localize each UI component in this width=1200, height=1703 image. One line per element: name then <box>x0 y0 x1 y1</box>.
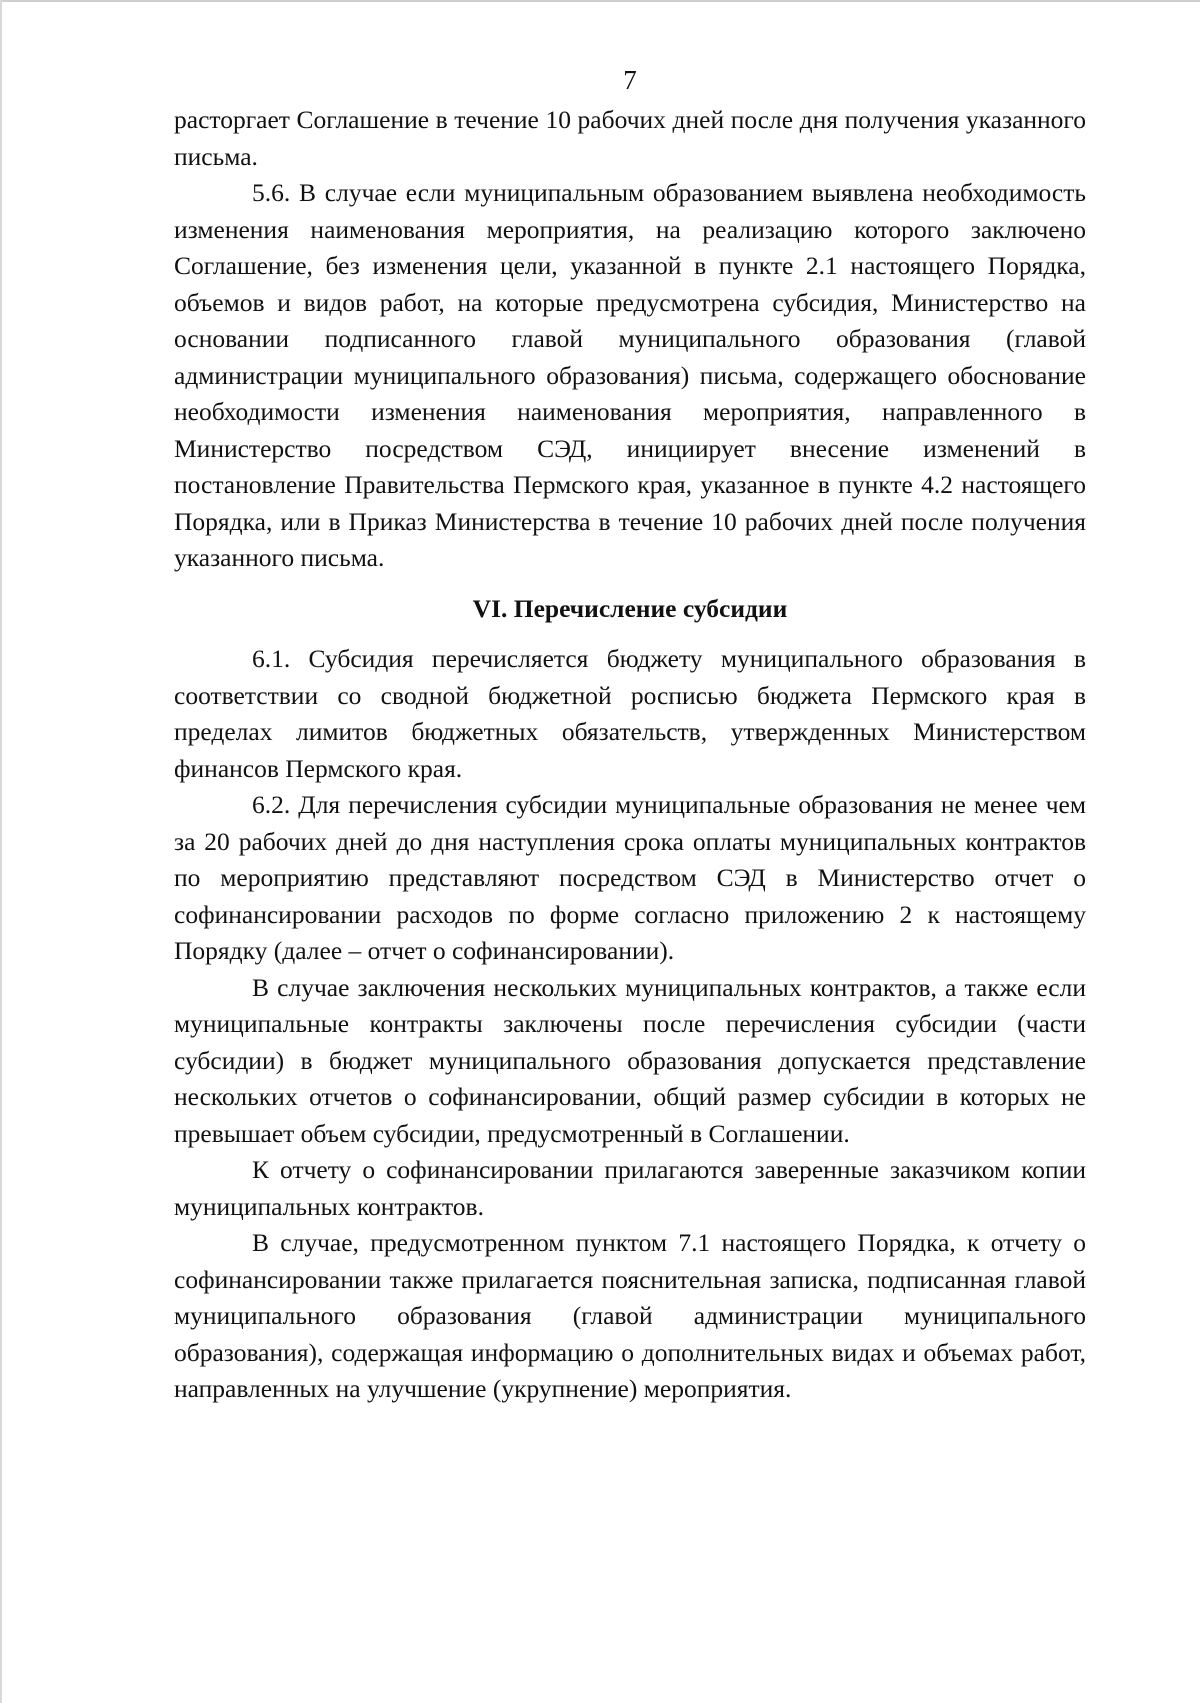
scan-edge-left <box>0 0 2 1703</box>
scan-edge-top <box>0 0 1200 2</box>
paragraph-termination: расторгает Соглашение в течение 10 рабочих дней после дня получения указанного письма. <box>174 105 1086 171</box>
document-page <box>174 60 1086 1408</box>
paragraph-multiple-contracts: В случае заключения нескольких муниципальных контрактов, а также если муниципальные контракты заключены после перечисления субсидии (части субсидии) в бюджет муниципального образования допускается представление нескольких отчетов о софинансировании, общий размер субсидии в которых не превышает объем субсидии, предусмотренный в Соглашении. <box>174 972 1086 1148</box>
paragraph-6-1: 6.1. Субсидия перечисляется бюджету муниципального образования в соответствии со сводной бюджетной росписью бюджета Пермского края в пределах лимитов бюджетных обязательств, утвержденных Министерством финансов Пермского края. <box>174 644 1086 783</box>
page-number: 7 <box>623 65 637 95</box>
paragraph-explanatory-note: В случае, предусмотренном пунктом 7.1 настоящего Порядка, к отчету о софинансировании также прилагается пояснительная записка, подписанная главой муниципального образования (главой администрации муниципального образования), содержащая информацию о дополнительных видах и объемах работ, направленных на улучшение (укрупнение) мероприятия. <box>174 1228 1086 1403</box>
section-title: VI. Перечисление субсидии <box>472 593 788 623</box>
paragraph-5-6: 5.6. В случае если муниципальным образованием выявлена необходимость изменения наименования мероприятия, на реализацию которого заключено Соглашение, без изменения цели, указанной в пункте 2.1 настоящего Порядка, объемов и видов работ, на которые предусмотрена субсидия, Министерство на основании подписанного главой муниципального образования (главой администрации муниципального образования) письма, содержащего обоснование необходимости изменения наименования мероприятия, направленного в Министерство посредством СЭД, инициирует внесение изменений в постановление Правительства Пермского края, указанное в пункте 4.2 настоящего Порядка, или в Приказ Министерства в течение 10 рабочих дней после получения указанного письма. <box>174 178 1086 572</box>
paragraph-6-2: 6.2. Для перечисления субсидии муниципальные образования не менее чем за 20 рабочих дней до дня наступления срока оплаты муниципальных контрактов по мероприятию представляют посредством СЭД в Министерство отчет о софинансировании расходов по форме согласно приложению 2 к настоящему Порядку (далее – отчет о софинансировании). <box>174 790 1086 965</box>
paragraph-contract-copies: К отчету о софинансировании прилагаются заверенные заказчиком копии муниципальных контрактов. <box>174 1155 1086 1221</box>
